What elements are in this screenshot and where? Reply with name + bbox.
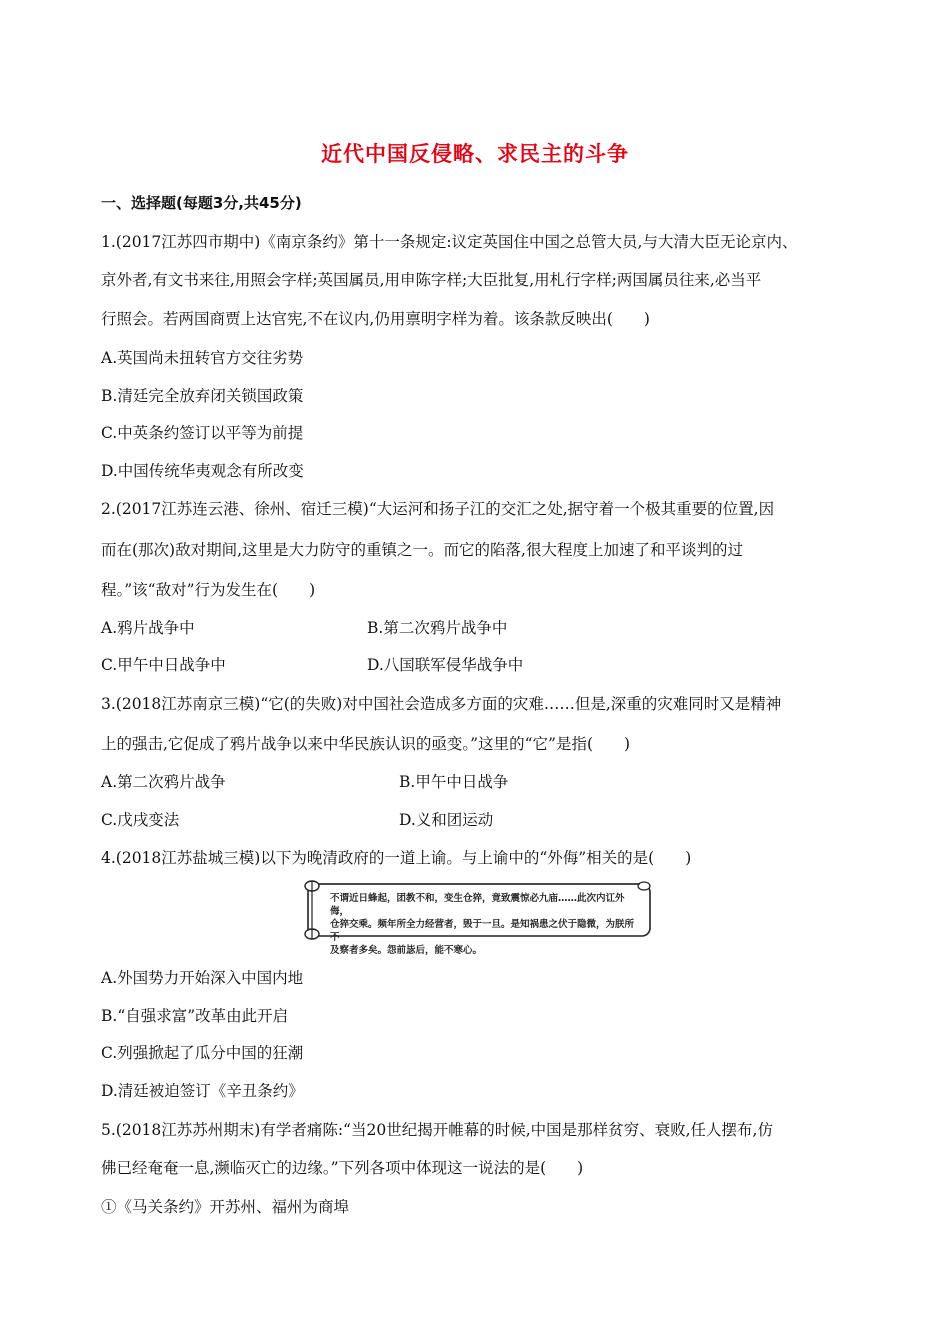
- question-3-line-2: 上的强击,它促成了鸦片战争以来中华民族认识的亟变。”这里的“它”是指( ): [101, 735, 631, 753]
- question-1-option-b: B.清廷完全放弃闭关锁国政策: [101, 387, 304, 405]
- section-heading: 一、选择题(每题3分,共45分): [101, 194, 302, 212]
- question-3-options-row-1: [101, 772, 509, 792]
- question-3-options-row-2: [101, 810, 494, 830]
- scroll-text-line-3: 及察者多矣。怨前毖后，能不寒心。: [330, 945, 483, 956]
- question-4-line-1: 4.(2018江苏盐城三模)以下为晚清政府的一道上谕。与上谕中的“外侮”相关的是( ): [101, 849, 692, 867]
- scroll-text-line-2: 仓猝交乘。频年所全力经营者，毁于一旦。是知祸患之伏于隐微，为朕所不: [330, 919, 635, 943]
- question-1-option-d: D.中国传统华夷观念有所改变: [101, 462, 304, 480]
- question-1-option-a: A.英国尚未扭转官方交往劣势: [101, 349, 304, 367]
- scroll-text: [330, 892, 640, 957]
- question-4-option-c: C.列强掀起了瓜分中国的狂潮: [101, 1044, 304, 1062]
- question-4-option-d: D.清廷被迫签订《辛丑条约》: [101, 1082, 304, 1100]
- question-2-option-a: A.鸦片战争中: [101, 619, 195, 637]
- question-2-options-row-2: [101, 655, 524, 675]
- question-4-option-b: B.“自强求富”改革由此开启: [101, 1007, 289, 1025]
- question-1-line-1: 1.(2017江苏四市期中)《南京条约》第十一条规定:议定英国住中国之总管大员,与大清大臣无论京内、: [101, 233, 798, 251]
- question-3-option-c: C.戊戌变法: [101, 811, 180, 829]
- question-1-line-3: 行照会。若两国商贾上达官宪,不在议内,仍用禀明字样为着。该条款反映出( ): [101, 310, 650, 328]
- question-3-option-b: B.甲午中日战争: [399, 773, 509, 791]
- question-2-options-row-1: [101, 618, 508, 638]
- question-5-statement-1: ①《马关条约》开苏州、福州为商埠: [101, 1198, 350, 1216]
- question-2-line-1: 2.(2017江苏连云港、徐州、宿迁三模)“大运河和扬子江的交汇之处,据守着一个极其重要的位置,因: [101, 500, 775, 518]
- question-2-option-d: D.八国联军侵华战争中: [367, 656, 524, 674]
- question-2-option-b: B.第二次鸦片战争中: [367, 619, 508, 637]
- question-3-line-1: 3.(2018江苏南京三模)“它(的失败)对中国社会造成多方面的灾难……但是,深重的灾难同时又是精神: [101, 695, 782, 713]
- question-1-option-c: C.中英条约签订以平等为前提: [101, 424, 304, 442]
- question-3-option-d: D.义和团运动: [399, 811, 494, 829]
- page-title: 近代中国反侵略、求民主的斗争: [321, 142, 629, 166]
- question-2-option-c: C.甲午中日战争中: [101, 656, 226, 674]
- question-3-option-a: A.第二次鸦片战争: [101, 773, 226, 791]
- scroll-text-line-1: 不谓近日蜂起，团教不和，变生仓猝，竟致震惊必九庙……此次内讧外侮，: [330, 893, 625, 917]
- question-5-line-1: 5.(2018江苏苏州期末)有学者痛陈:“当20世纪揭开帷幕的时候,中国是那样贫穷、衰败,任人摆布,仿: [101, 1121, 773, 1139]
- question-1-line-2: 京外者,有文书来往,用照会字样;英国属员,用申陈字样;大臣批复,用札行字样;两国属员往来,必当平: [101, 271, 762, 289]
- question-4-option-a: A.外国势力开始深入中国内地: [101, 969, 304, 987]
- question-2-line-3: 程。”该“敌对”行为发生在( ): [101, 581, 316, 599]
- question-2-line-2: 而在(那次)敌对期间,这里是大力防守的重镇之一。而它的陷落,很大程度上加速了和平谈判的过: [101, 541, 743, 559]
- question-5-line-2: 佛已经奄奄一息,濒临灭亡的边缘。”下列各项中体现这一说法的是( ): [101, 1159, 584, 1177]
